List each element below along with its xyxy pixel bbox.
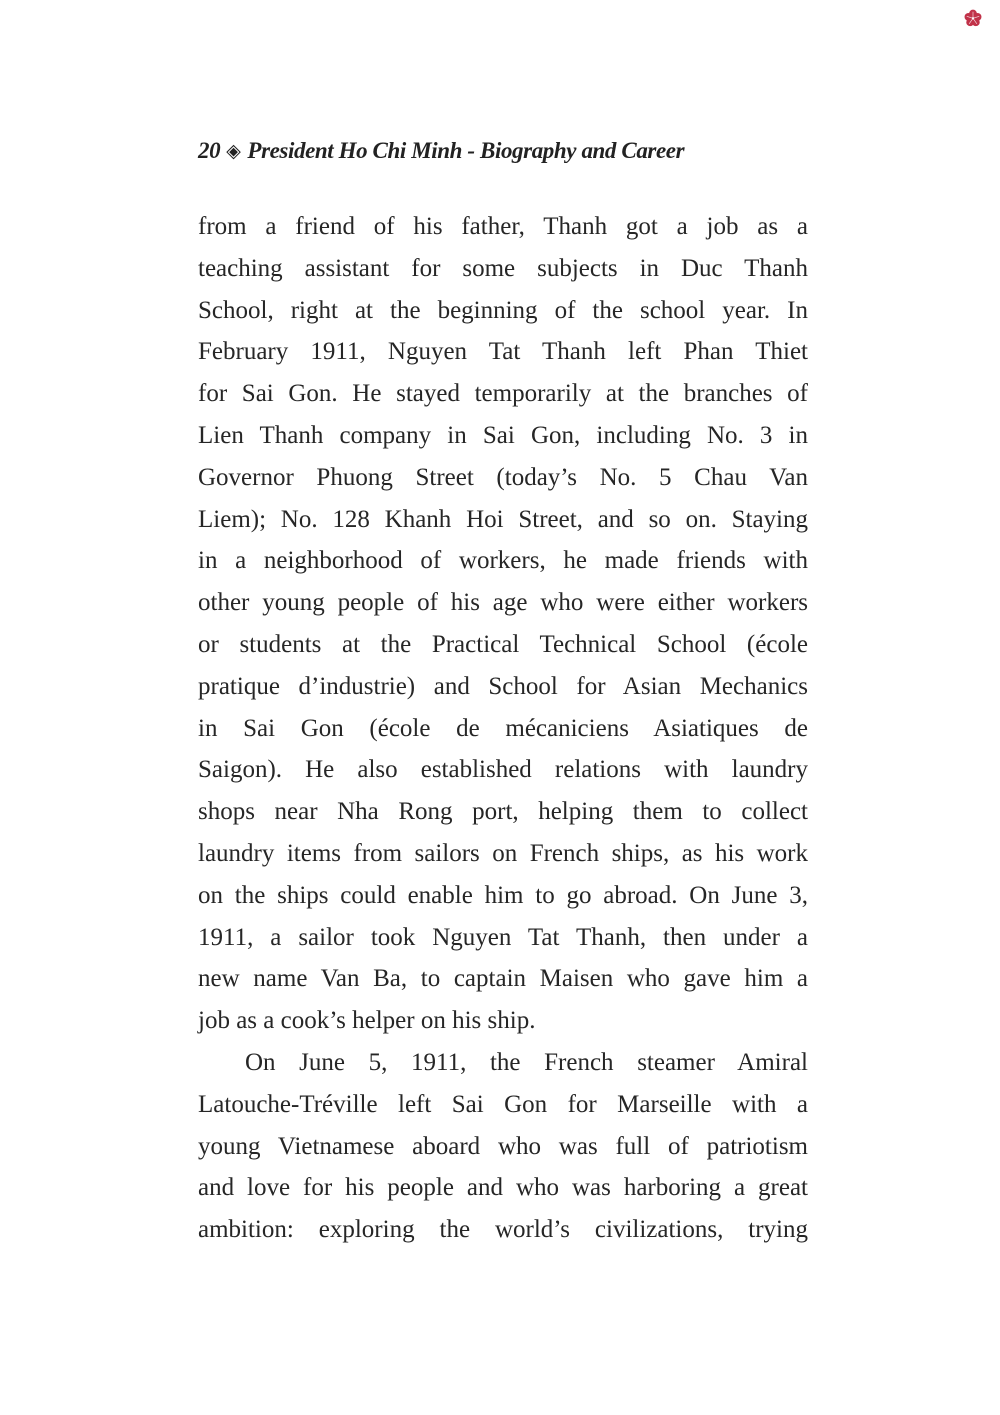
page-header bbox=[198, 138, 818, 164]
paragraph bbox=[198, 1042, 808, 1251]
text-line: Governor Phuong Street (today’s No. 5 Chau Van bbox=[198, 463, 808, 491]
text-line: Liem); No. 128 Khanh Hoi Street, and so on. Staying bbox=[198, 505, 808, 533]
text-line: new name Van Ba, to captain Maisen who gave him a bbox=[198, 965, 808, 993]
body-text bbox=[198, 206, 808, 1251]
red-flower-icon bbox=[962, 7, 984, 29]
text-line: laundry items from sailors on French ships, as his work bbox=[198, 839, 808, 867]
text-line: Saigon). He also established relations with laundry bbox=[198, 756, 808, 784]
text-line: Latouche-Tréville left Sai Gon for Marseille with a bbox=[198, 1090, 808, 1118]
chapter-title: President Ho Chi Minh - Biography and Career bbox=[247, 138, 685, 163]
text-line: School, right at the beginning of the school year. In bbox=[198, 296, 808, 324]
text-line: pratique d’industrie) and School for Asian Mechanics bbox=[198, 672, 808, 700]
paragraph bbox=[198, 206, 808, 1042]
text-line: for Sai Gon. He stayed temporarily at the branches of bbox=[198, 380, 808, 408]
page-number: 20 bbox=[198, 138, 221, 163]
text-line: 1911, a sailor took Nguyen Tat Thanh, then under a bbox=[198, 923, 808, 951]
text-line: On June 5, 1911, the French steamer Amiral bbox=[245, 1048, 808, 1076]
text-line: in a neighborhood of workers, he made friends with bbox=[198, 547, 808, 575]
text-line: and love for his people and who was harboring a great bbox=[198, 1174, 808, 1202]
text-line: other young people of his age who were either workers bbox=[198, 589, 808, 617]
text-line: shops near Nha Rong port, helping them to collect bbox=[198, 798, 808, 826]
text-line: in Sai Gon (école de mécaniciens Asiatiques de bbox=[198, 714, 808, 742]
diamond-icon: ◈ bbox=[226, 140, 241, 162]
text-line: from a friend of his father, Thanh got a job as a bbox=[198, 213, 808, 240]
text-line: job as a cook’s helper on his ship. bbox=[198, 1007, 536, 1035]
text-line: young Vietnamese aboard who was full of patriotism bbox=[198, 1132, 808, 1160]
text-line: February 1911, Nguyen Tat Thanh left Phan Thiet bbox=[198, 338, 808, 366]
text-line: teaching assistant for some subjects in Duc Thanh bbox=[198, 254, 808, 282]
text-line: ambition: exploring the world’s civilizations, trying bbox=[198, 1216, 808, 1244]
text-line: Lien Thanh company in Sai Gon, including No. 3 in bbox=[198, 421, 808, 449]
text-line: on the ships could enable him to go abroad. On June 3, bbox=[198, 881, 808, 909]
text-line: or students at the Practical Technical School (école bbox=[198, 630, 808, 658]
